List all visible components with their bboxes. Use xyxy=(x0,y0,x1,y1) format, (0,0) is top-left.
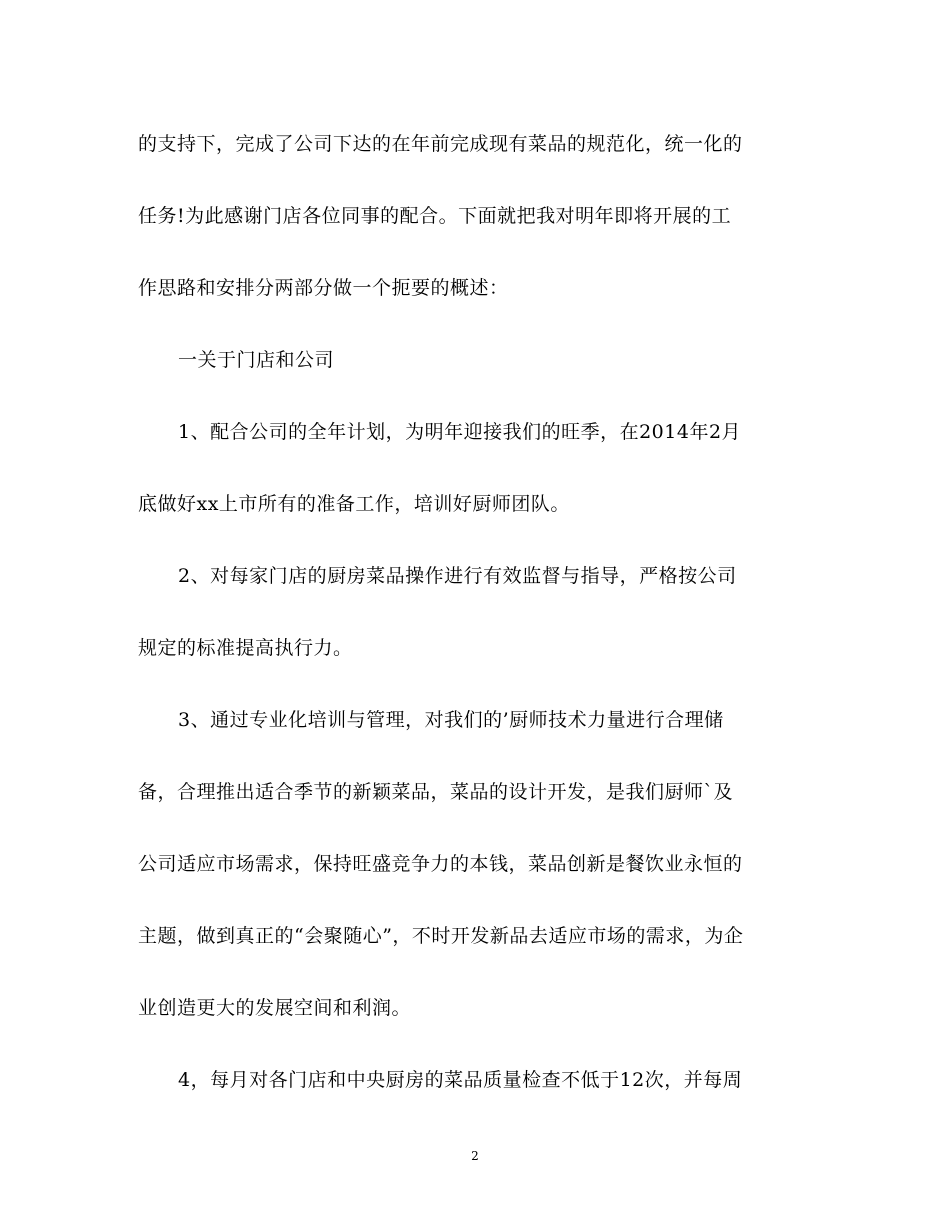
text-line: 的支持下，完成了公司下达的在年前完成现有菜品的规范化，统一化的 xyxy=(138,133,743,155)
section-heading: 一关于门店和公司 xyxy=(178,349,335,371)
text-line: 1、配合公司的全年计划，为明年迎接我们的旺季，在2014年2月 xyxy=(178,421,742,443)
text-line: 规定的标准提高执行力。 xyxy=(138,637,353,659)
text-line: 底做好xx上市所有的准备工作，培训好厨师团队。 xyxy=(138,493,570,515)
text-line: 业创造更大的发展空间和利润。 xyxy=(138,997,412,1019)
text-line: 4，每月对各门店和中央厨房的菜品质量检查不低于12次，并每周 xyxy=(178,1069,743,1091)
text-line: 任务!为此感谢门店各位同事的配合。下面就把我对明年即将开展的工 xyxy=(138,205,732,227)
text-line: 备，合理推出适合季节的新颖菜品，菜品的设计开发，是我们厨师`及 xyxy=(138,781,734,803)
text-line: 2、对每家门店的厨房菜品操作进行有效监督与指导，严格按公司 xyxy=(178,565,737,587)
text-line: 作思路和安排分两部分做一个扼要的概述： xyxy=(138,277,509,299)
text-line: 公司适应市场需求，保持旺盛竞争力的本钱，菜品创新是餐饮业永恒的 xyxy=(138,853,743,875)
text-line: 主题，做到真正的“会聚随心”，不时开发新品去适应市场的需求，为企 xyxy=(138,925,744,947)
text-line: 3、通过专业化培训与管理，对我们的’厨师技术力量进行合理储 xyxy=(178,709,724,731)
page-number: 2 xyxy=(471,1149,479,1163)
